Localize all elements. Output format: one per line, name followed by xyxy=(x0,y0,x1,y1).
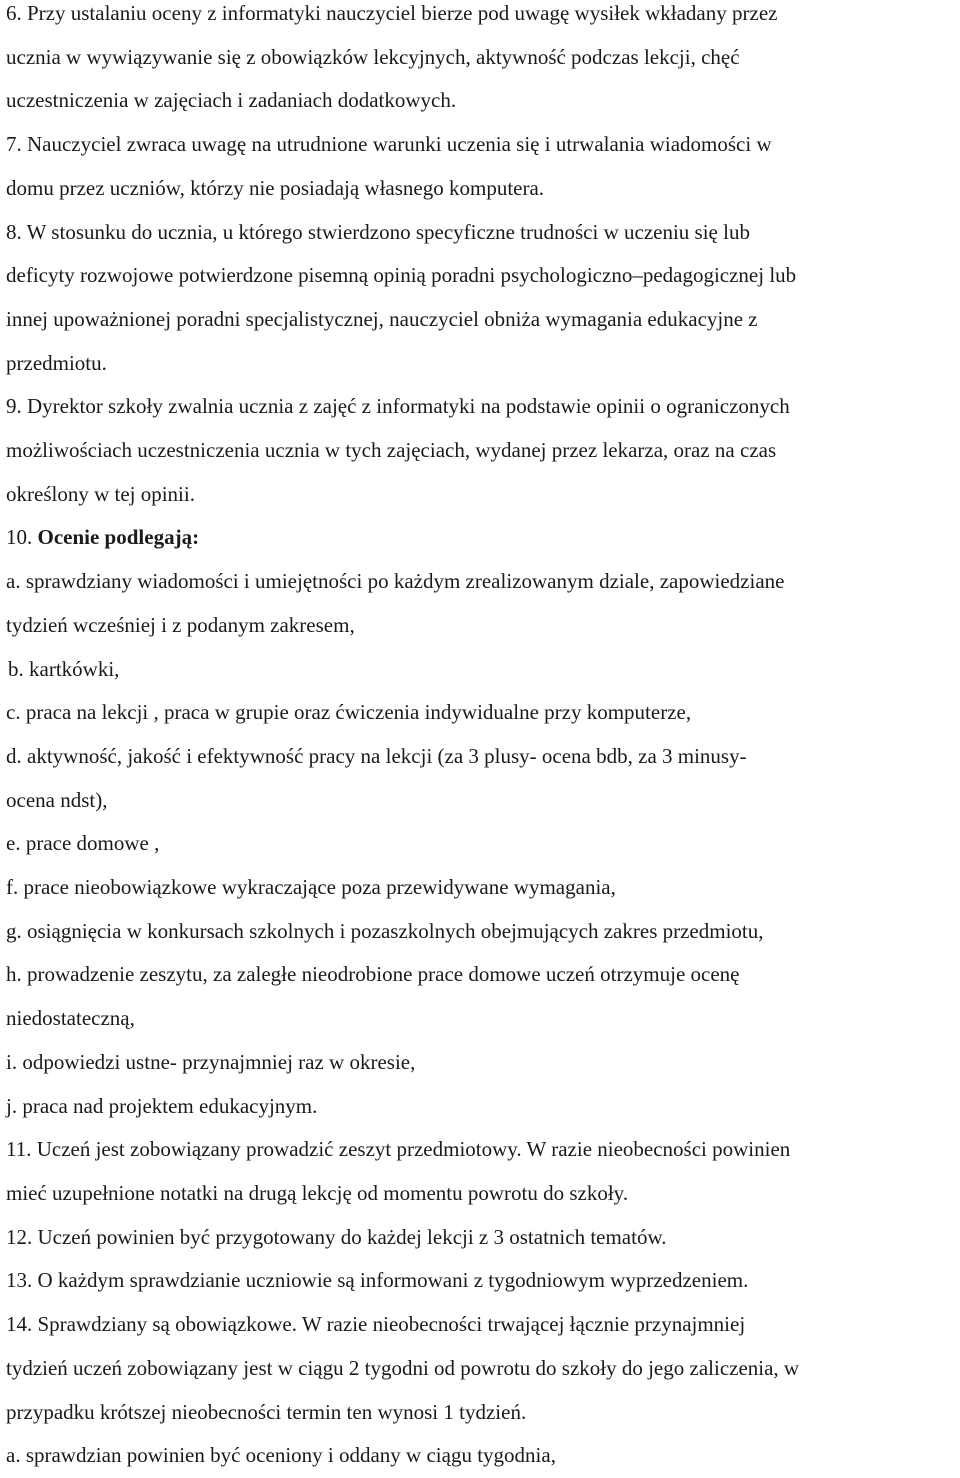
text-line: domu przez uczniów, którzy nie posiadają własnego komputera. xyxy=(6,175,545,200)
text-line: deficyty rozwojowe potwierdzone pisemną opinią poradni psychologiczno–pedagogicznej lub xyxy=(6,263,797,288)
list-item: niedostateczną, xyxy=(6,1006,135,1031)
text-line: 12. Uczeń powinien być przygotowany do każdej lekcji z 3 ostatnich tematów. xyxy=(6,1224,667,1249)
item-10-heading-line xyxy=(6,516,960,560)
text-line: 8. W stosunku do ucznia, u którego stwierdzono specyficzne trudności w uczeniu się lub xyxy=(6,219,750,244)
text-line: mieć uzupełnione notatki na drugą lekcję od momentu powrotu do szkoły. xyxy=(6,1180,629,1205)
list-item: f. prace nieobowiązkowe wykraczające poza przewidywane wymagania, xyxy=(6,875,616,900)
text-line: 7. Nauczyciel zwraca uwagę na utrudnione warunki uczenia się i utrwalania wiadomości w xyxy=(6,132,772,157)
list-item: h. prowadzenie zeszytu, za zaległe nieodrobione prace domowe uczeń otrzymuje ocenę xyxy=(6,962,740,987)
text-line: innej upoważnionej poradni specjalistycznej, nauczyciel obniża wymagania edukacyjne z xyxy=(6,306,758,331)
list-item: c. praca na lekcji , praca w grupie oraz ćwiczenia indywidualne przy komputerze, xyxy=(6,700,692,725)
list-item: ocena ndst), xyxy=(6,787,108,812)
list-item: d. aktywność, jakość i efektywność pracy na lekcji (za 3 plusy- ocena bdb, za 3 minusy- xyxy=(6,743,747,768)
text-line: 14. Sprawdziany są obowiązkowe. W razie nieobecności trwającej łącznie przynajmniej xyxy=(6,1312,746,1337)
list-item: g. osiągnięcia w konkursach szkolnych i pozaszkolnych obejmujących zakres przedmiotu, xyxy=(6,918,764,943)
list-item: a. sprawdzian powinien być oceniony i oddany w ciągu tygodnia, xyxy=(6,1443,556,1468)
text-line: 9. Dyrektor szkoły zwalnia ucznia z zajęć z informatyki na podstawie opinii o ograniczonych xyxy=(6,394,790,419)
list-item: e. prace domowe , xyxy=(6,831,160,856)
list-item: a. sprawdziany wiadomości i umiejętności po każdym zrealizowanym dziale, zapowiedziane xyxy=(6,569,785,594)
list-item: b. kartkówki, xyxy=(8,656,120,681)
list-item: j. praca nad projektem edukacyjnym. xyxy=(6,1093,318,1118)
list-item: i. odpowiedzi ustne- przynajmniej raz w okresie, xyxy=(6,1049,416,1074)
text-line: 13. O każdym sprawdzianie uczniowie są informowani z tygodniowym wyprzedzeniem. xyxy=(6,1268,749,1293)
text-line: przypadku krótszej nieobecności termin ten wynosi 1 tydzień. xyxy=(6,1399,527,1424)
list-item: tydzień wcześniej i z podanym zakresem, xyxy=(6,612,355,637)
text-line: 11. Uczeń jest zobowiązany prowadzić zeszyt przedmiotowy. W razie nieobecności powinien xyxy=(6,1137,791,1162)
text-line: przedmiotu. xyxy=(6,350,107,375)
text-line: określony w tej opinii. xyxy=(6,481,195,506)
text-line: możliwościach uczestniczenia ucznia w tych zajęciach, wydanej przez lekarza, oraz na czas xyxy=(6,438,777,463)
text-line: tydzień uczeń zobowiązany jest w ciągu 2 tygodni od powrotu do szkoły do jego zaliczenia, w xyxy=(6,1355,800,1380)
text-line: uczestniczenia w zajęciach i zadaniach dodatkowych. xyxy=(6,88,457,113)
item-10-number: 10. xyxy=(6,525,33,550)
item-10-heading: Ocenie podlegają: xyxy=(37,525,200,550)
text-line: 6. Przy ustalaniu oceny z informatyki nauczyciel bierze pod uwagę wysiłek wkładany przez xyxy=(6,1,778,25)
text-line: ucznia w wywiązywanie się z obowiązków lekcyjnych, aktywność podczas lekcji, chęć xyxy=(6,44,740,69)
